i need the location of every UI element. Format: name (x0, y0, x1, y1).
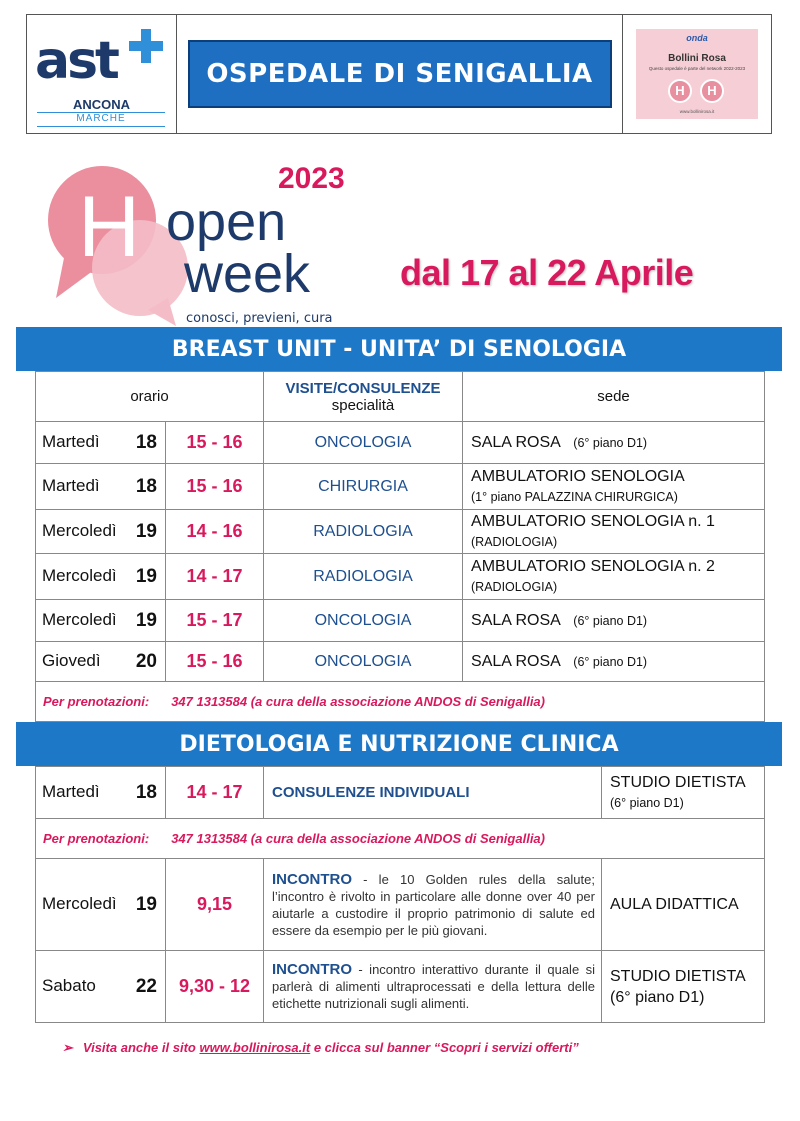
table-row (36, 600, 765, 642)
breast-unit-table (35, 371, 765, 722)
arrow-icon: ➢ (62, 1040, 73, 1055)
specialty-cell: ONCOLOGIA (264, 642, 463, 682)
specialty-cell: ONCOLOGIA (264, 600, 463, 642)
day-cell: Martedì 18 (36, 422, 166, 464)
location-cell: STUDIO DIETISTA (6° piano D1) (602, 951, 765, 1023)
bollini-rosa-badge (636, 29, 758, 119)
column-header-sede: sede (463, 372, 765, 422)
service-cell: CONSULENZE INDIVIDUALI (264, 767, 602, 819)
badge-url: www.bollinirosa.it (679, 109, 715, 114)
location-cell: STUDIO DIETISTA (6° piano D1) (602, 767, 765, 819)
divider (37, 126, 165, 127)
time-cell: 9,30 - 12 (166, 951, 264, 1023)
open-week-open: open (166, 192, 287, 252)
specialty-cell: ONCOLOGIA (264, 422, 463, 464)
ast-logo-wordmark: ast (35, 31, 117, 91)
time-cell: 14 - 16 (166, 510, 264, 554)
booking-phone: 347 1313584 (a cura della associazione ANDOS di Senigallia) (171, 831, 545, 846)
event-dates: dal 17 al 22 Aprile (400, 252, 694, 293)
day-cell: Martedì 18 (36, 464, 166, 510)
time-cell: 15 - 17 (166, 600, 264, 642)
time-cell: 14 - 17 (166, 767, 264, 819)
page-header (26, 14, 772, 134)
day-cell: Giovedì 20 (36, 642, 166, 682)
column-header-orario: orario (36, 372, 264, 422)
ast-logo (27, 15, 177, 133)
ast-logo-region: ANCONA (72, 97, 131, 112)
table-row (36, 464, 765, 510)
location-cell: SALA ROSA (6° piano D1) (463, 422, 765, 464)
column-header-visite: VISITE/CONSULENZE specialità (264, 372, 463, 422)
description-cell: INCONTRO - le 10 Golden rules della salute; l’incontro è rivolto in particolare alle donne over 40 per aiutarle a custodire il proprio patrimonio di salute ed essere da esempio per le più giovani. (264, 859, 602, 951)
location-cell: SALA ROSA (6° piano D1) (463, 600, 765, 642)
open-week-tagline: conosci, previeni, cura (186, 311, 333, 326)
day-cell: Mercoledì 19 (36, 859, 166, 951)
event-year: 2023 (278, 162, 345, 195)
dietologia-heading: DIETOLOGIA E NUTRIZIONE CLINICA (16, 722, 782, 766)
location-cell: AMBULATORIO SENOLOGIA n. 2 (RADIOLOGIA) (463, 554, 765, 600)
day-cell: Sabato 22 (36, 951, 166, 1023)
description-cell: INCONTRO - incontro interattivo durante il quale si parlerà di alimenti ultraprocessati e della lettura delle etichette nutrizionali sugli alimenti. (264, 951, 602, 1023)
booking-row (36, 819, 765, 859)
day-cell: Mercoledì 19 (36, 554, 166, 600)
table-row (36, 859, 765, 951)
table-row (36, 767, 765, 819)
hospital-h-icon: H (668, 79, 692, 103)
location-cell: AULA DIDATTICA (602, 859, 765, 951)
time-cell: 15 - 16 (166, 422, 264, 464)
day-cell: Mercoledì 19 (36, 600, 166, 642)
time-cell: 14 - 17 (166, 554, 264, 600)
booking-info: Per prenotazioni: 347 1313584 (a cura della associazione ANDOS di Senigallia) (36, 682, 765, 722)
open-week-week: week (184, 244, 311, 304)
table-row (36, 422, 765, 464)
plus-icon (129, 29, 163, 63)
specialty-cell: RADIOLOGIA (264, 554, 463, 600)
hospital-h-icon: H (700, 79, 724, 103)
specialty-cell: RADIOLOGIA (264, 510, 463, 554)
day-cell: Martedì 18 (36, 767, 166, 819)
footer-note: ➢ Visita anche il sito www.bollinirosa.it e clicca sul banner “Scopri i servizi offerti” (62, 1040, 579, 1055)
booking-info: Per prenotazioni: 347 1313584 (a cura della associazione ANDOS di Senigallia) (36, 819, 765, 859)
booking-row (36, 682, 765, 722)
time-cell: 15 - 16 (166, 464, 264, 510)
onda-logo: onda (686, 33, 708, 43)
bollinirosa-link[interactable]: www.bollinirosa.it (199, 1040, 311, 1055)
ast-logo-sub: MARCHE (76, 113, 126, 124)
table-row (36, 951, 765, 1023)
table-row (36, 642, 765, 682)
specialty-cell: CHIRURGIA (264, 464, 463, 510)
time-cell: 9,15 (166, 859, 264, 951)
hospital-title: OSPEDALE DI SENIGALLIA (188, 40, 612, 108)
location-cell: AMBULATORIO SENOLOGIA n. 1 (RADIOLOGIA) (463, 510, 765, 554)
breast-unit-heading: BREAST UNIT - UNITA’ DI SENOLOGIA (16, 327, 782, 371)
table-row (36, 554, 765, 600)
booking-phone: 347 1313584 (a cura della associazione ANDOS di Senigallia) (171, 694, 545, 709)
badge-title: Bollini Rosa (668, 53, 726, 64)
dietologia-table (35, 766, 765, 1023)
location-cell: SALA ROSA (6° piano D1) (463, 642, 765, 682)
badge-subtitle: Questo ospedale è parte del network 2022-2023 (648, 66, 746, 71)
table-header-row (36, 372, 765, 422)
open-week-h: H (78, 179, 141, 275)
time-cell: 15 - 16 (166, 642, 264, 682)
table-row (36, 510, 765, 554)
day-cell: Mercoledì 19 (36, 510, 166, 554)
location-cell: AMBULATORIO SENOLOGIA (1° piano PALAZZINA CHIRURGICA) (463, 464, 765, 510)
